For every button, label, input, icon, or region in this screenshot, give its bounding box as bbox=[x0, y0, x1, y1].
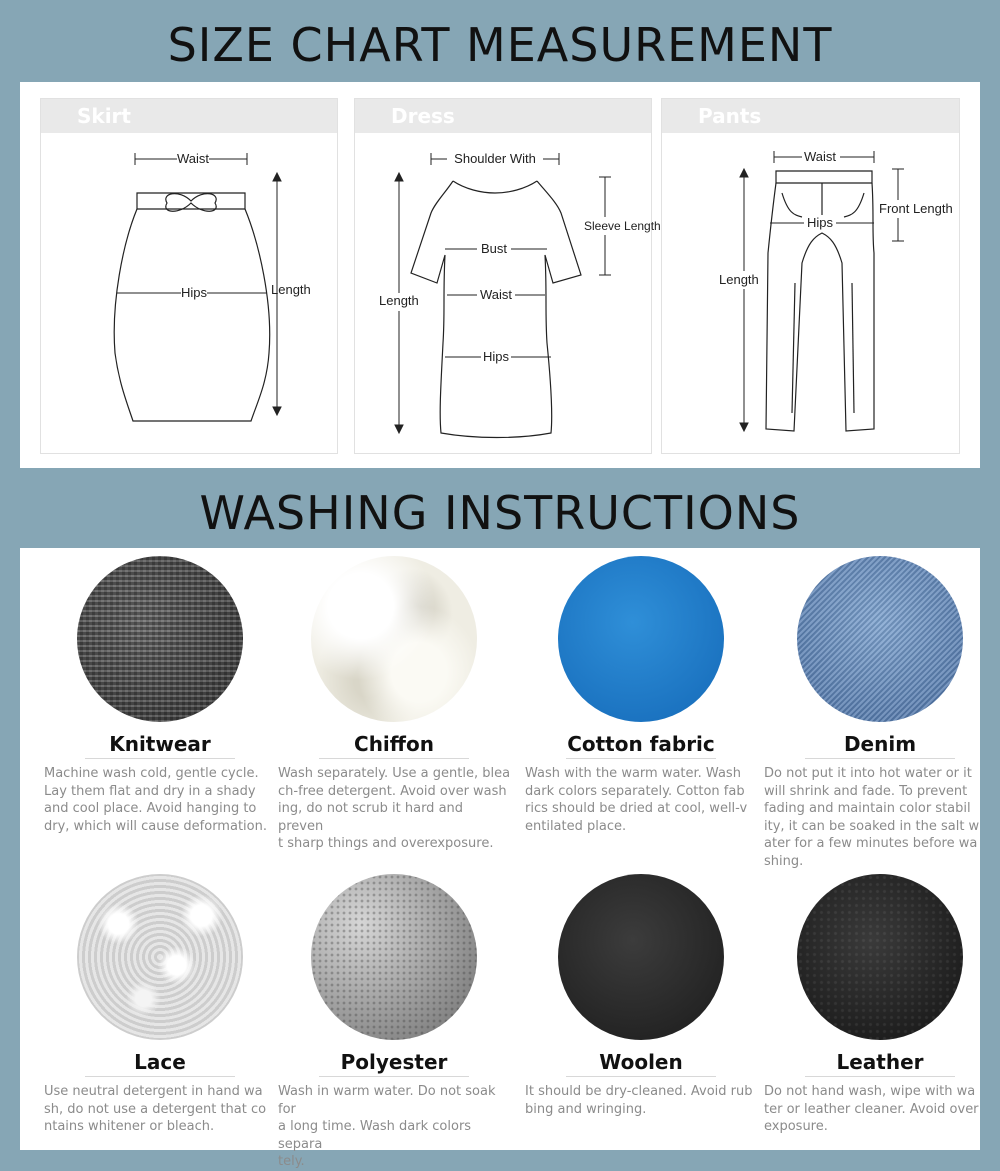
fabric-description: Use neutral detergent in hand wa sh, do not use a detergent that co ntains whitener or bleach. bbox=[44, 1084, 267, 1134]
dress-illustration bbox=[355, 133, 661, 453]
fabric-name: Leather bbox=[836, 1050, 924, 1074]
fabric-description: Wash separately. Use a gentle, blea ch-free detergent. Avoid over wash ing, do not scrub it hard and preven t sharp things and overexposure. bbox=[278, 766, 511, 851]
skirt-illustration bbox=[41, 133, 337, 453]
dress-diagram bbox=[354, 98, 661, 454]
cotton-swatch bbox=[558, 556, 724, 722]
dress-shoulder-label: Shoulder With bbox=[454, 151, 536, 166]
fabric-chiffon bbox=[276, 556, 512, 853]
fabric-woolen bbox=[523, 874, 759, 1118]
fabric-description: Wash with the warm water. Wash dark colors separately. Cotton fab rics should be dried at cool, well-v entilated place. bbox=[525, 766, 748, 834]
fabric-name: Lace bbox=[134, 1050, 186, 1074]
fabric-lace bbox=[42, 874, 278, 1136]
dress-waist-label: Waist bbox=[479, 287, 513, 302]
leather-swatch bbox=[797, 874, 963, 1040]
pants-label: Pants bbox=[662, 99, 959, 133]
dress-sleeve-label: Sleeve Length bbox=[584, 219, 661, 233]
fabric-name: Knitwear bbox=[109, 732, 211, 756]
fabric-name: Denim bbox=[843, 732, 917, 756]
dress-bust-label: Bust bbox=[480, 241, 508, 256]
skirt-length-label: Length bbox=[271, 282, 311, 297]
lace-swatch bbox=[77, 874, 243, 1040]
fabric-name: Chiffon bbox=[354, 732, 434, 756]
woolen-swatch bbox=[558, 874, 724, 1040]
dress-length-label: Length bbox=[379, 293, 419, 308]
knitwear-swatch bbox=[77, 556, 243, 722]
fabric-polyester bbox=[276, 874, 512, 1171]
fabric-description: Machine wash cold, gentle cycle. Lay them flat and dry in a shady and cool place. Avoid hanging to dry, which will cause deformation. bbox=[44, 766, 267, 834]
fabric-name: Polyester bbox=[340, 1050, 448, 1074]
skirt-label: Skirt bbox=[41, 99, 337, 133]
dress-label: Dress bbox=[355, 99, 651, 133]
fabric-description: Do not hand wash, wipe with wa ter or leather cleaner. Avoid over exposure. bbox=[764, 1084, 979, 1134]
pants-hips-label: Hips bbox=[806, 215, 834, 230]
pants-front-length-label: Front Length bbox=[879, 201, 953, 216]
fabric-description: Wash in warm water. Do not soak for a long time. Wash dark colors separa tely. bbox=[278, 1084, 496, 1169]
fabric-knitwear bbox=[42, 556, 278, 835]
fabric-name: Woolen bbox=[599, 1050, 683, 1074]
dress-hips-label: Hips bbox=[482, 349, 510, 364]
size-chart-panel bbox=[20, 82, 980, 468]
pants-illustration bbox=[662, 133, 959, 453]
denim-swatch bbox=[797, 556, 963, 722]
washing-title: WASHING INSTRUCTIONS bbox=[199, 486, 801, 540]
pants-diagram bbox=[661, 98, 960, 454]
skirt-hips-label: Hips bbox=[180, 285, 208, 300]
fabric-denim bbox=[762, 556, 998, 870]
pants-length-label: Length bbox=[719, 272, 759, 287]
polyester-swatch bbox=[311, 874, 477, 1040]
size-chart-title: SIZE CHART MEASUREMENT bbox=[167, 18, 833, 72]
washing-panel bbox=[20, 548, 980, 1169]
fabric-cotton bbox=[523, 556, 759, 835]
pants-waist-label: Waist bbox=[803, 149, 837, 164]
skirt-waist-label: Waist bbox=[176, 151, 210, 166]
fabric-description: Do not put it into hot water or it will shrink and fade. To prevent fading and maintain color stabil ity, it can be soaked in the salt w ater for a few minutes before wa shing. bbox=[764, 766, 980, 869]
fabric-name: Cotton fabric bbox=[567, 732, 715, 756]
chiffon-swatch bbox=[311, 556, 477, 722]
skirt-diagram bbox=[40, 98, 338, 454]
fabric-description: It should be dry-cleaned. Avoid rub bing and wringing. bbox=[525, 1084, 753, 1117]
fabric-leather bbox=[762, 874, 998, 1136]
